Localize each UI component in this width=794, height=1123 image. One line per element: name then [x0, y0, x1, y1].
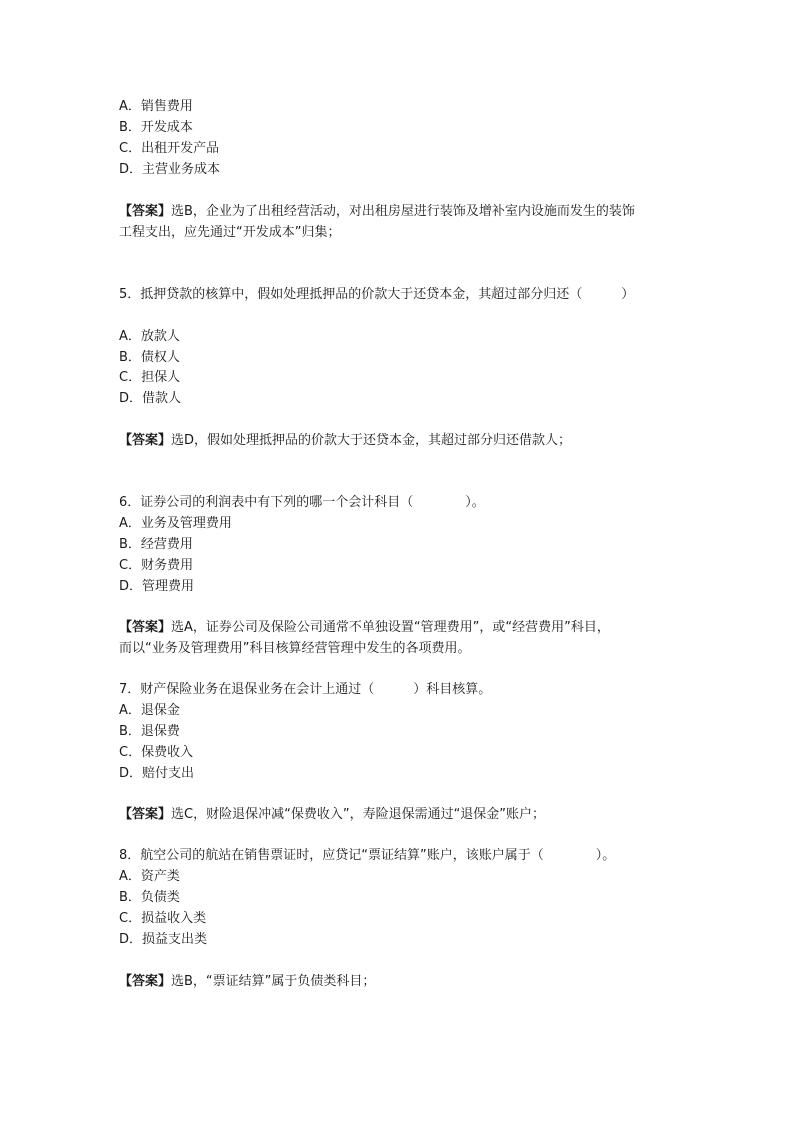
- q6-option-c: C．财务费用: [119, 558, 194, 573]
- q4-answer-text: 选B，企业为了出租经营活动，对出租房屋进行装饰及增补室内设施而发生的装饰: [171, 204, 635, 219]
- q5-answer-text: 选D，假如处理抵押品的价款大于还贷本金，其超过部分归还借款人；: [171, 433, 572, 448]
- q5-option-b: B．债权人: [119, 350, 180, 365]
- q8-answer-tag: 【答案】: [119, 974, 172, 989]
- q6-stem: 6．证券公司的利润表中有下列的哪一个会计科目（ ）。: [119, 495, 485, 510]
- q5-answer-tag: 【答案】: [119, 433, 172, 448]
- q7-answer-text: 选C，财险退保冲减“保费收入”，寿险退保需通过“退保金”账户；: [171, 807, 546, 822]
- q7-option-c: C．保费收入: [119, 745, 194, 760]
- q4-option-c: C．出租开发产品: [119, 141, 220, 156]
- q8-answer-line: [119, 972, 679, 992]
- q8-answer-text: 选B，“票证结算”属于负债类科目；: [171, 974, 376, 989]
- q4-option-a: A．销售费用: [119, 99, 193, 114]
- q5-option-c: C．担保人: [119, 370, 181, 385]
- q4-answer-tag: 【答案】: [119, 204, 172, 219]
- q7-answer-tag: 【答案】: [119, 807, 172, 822]
- q7-stem: 7．财产保险业务在退保业务在会计上通过（ ）科目核算。: [119, 682, 492, 697]
- q7-option-b: B．退保费: [119, 724, 180, 739]
- q6-option-b: B．经营费用: [119, 537, 193, 552]
- q8-option-b: B．负债类: [119, 890, 180, 905]
- q5-stem: 5．抵押贷款的核算中，假如处理抵押品的价款大于还贷本金，其超过部分归还（ ）: [119, 287, 635, 302]
- q7-option-a: A．退保金: [119, 703, 180, 718]
- q6-answer-line-1: [119, 618, 679, 638]
- q6-option-a: A．业务及管理费用: [119, 516, 232, 531]
- q8-option-c: C．损益收入类: [119, 911, 207, 926]
- q5-option-a: A．放款人: [119, 329, 180, 344]
- q6-option-d: D．管理费用: [119, 579, 195, 594]
- q6-answer-text: 选A，证券公司及保险公司通常不单独设置“管理费用”，或“经营费用”科目，: [171, 620, 610, 635]
- q4-answer-line-2: 工程支出，应先通过“开发成本”归集；: [119, 225, 341, 240]
- q7-option-d: D．赔付支出: [119, 766, 195, 781]
- q4-option-d: D．主营业务成本: [119, 162, 221, 177]
- q4-option-b: B．开发成本: [119, 120, 193, 135]
- q8-stem: 8．航空公司的航站在销售票证时，应贷记“票证结算”账户，该账户属于（ ）。: [119, 848, 616, 863]
- q4-answer-line-1: [119, 202, 679, 222]
- q8-option-a: A．资产类: [119, 869, 180, 884]
- q5-answer-line: [119, 431, 679, 451]
- q7-answer-line: [119, 805, 679, 825]
- q6-answer-tag: 【答案】: [119, 620, 172, 635]
- q5-option-d: D．借款人: [119, 391, 182, 406]
- q6-answer-line-2: 而以“业务及管理费用”科目核算经营管理中发生的各项费用。: [119, 641, 471, 656]
- q8-option-d: D．损益支出类: [119, 932, 208, 947]
